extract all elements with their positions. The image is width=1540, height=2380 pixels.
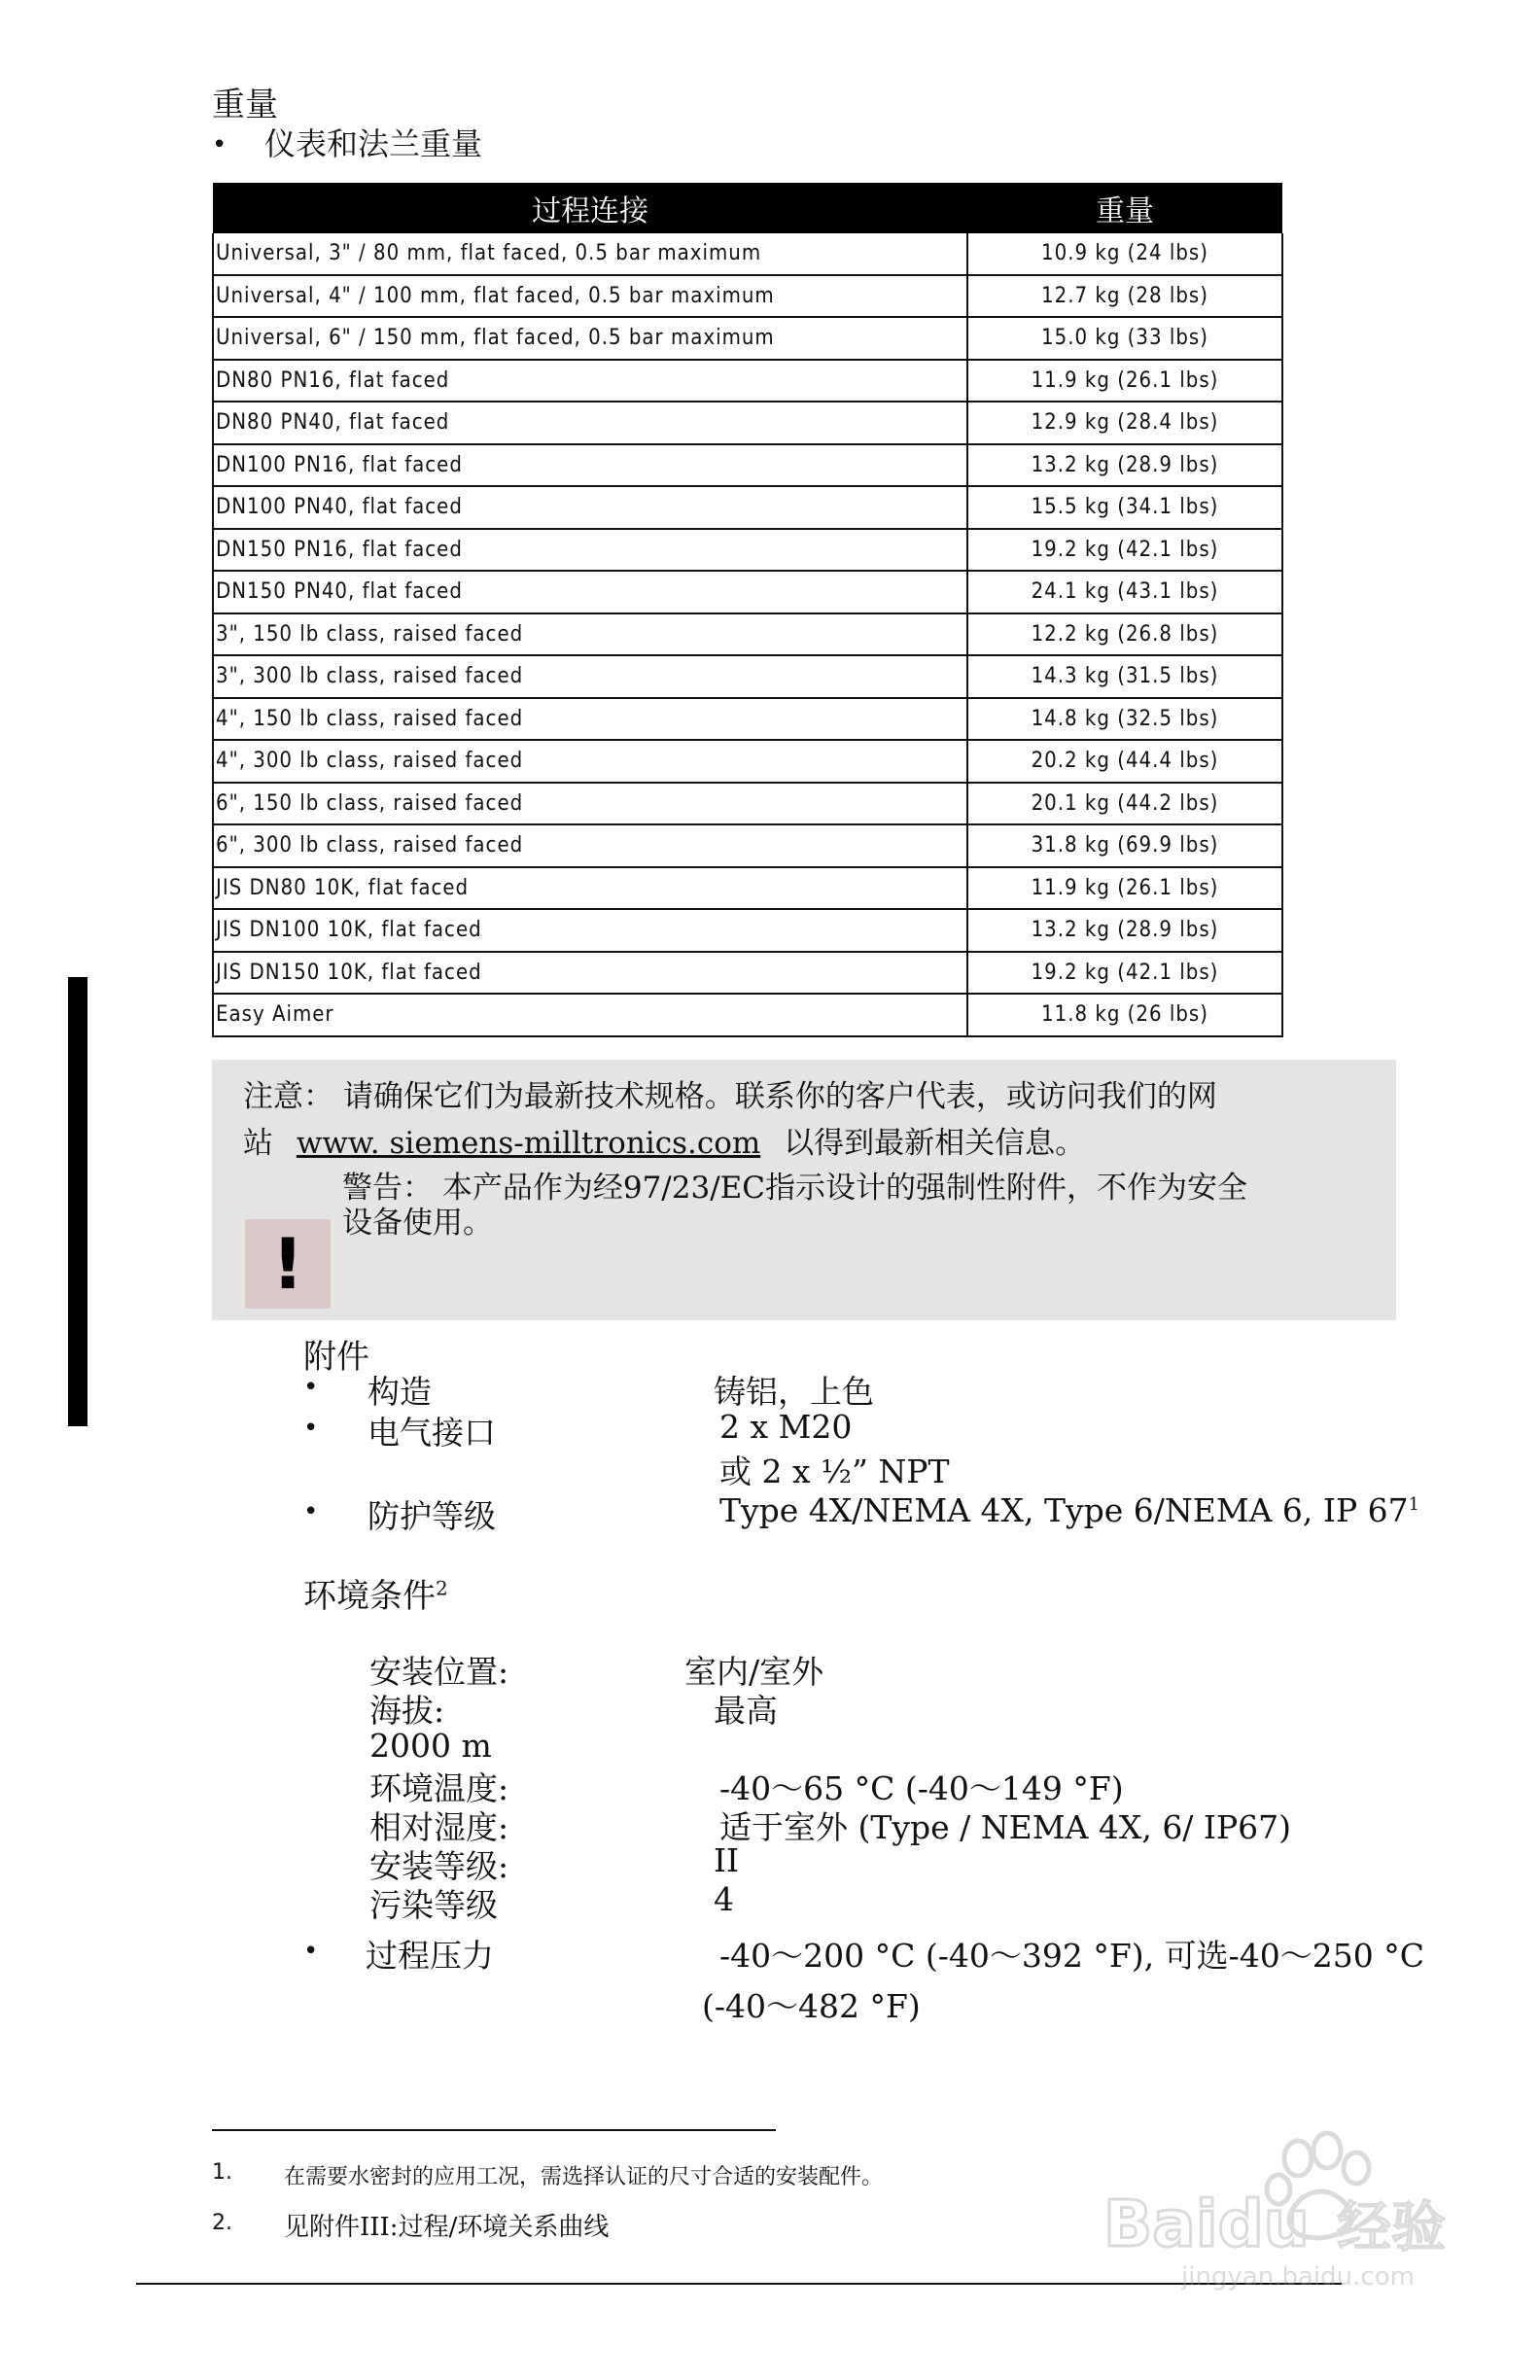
weight-table (212, 183, 1283, 1037)
connection-cell: DN150 PN40, flat faced (213, 571, 967, 613)
env-altitude-value: 2000 m (369, 1727, 492, 1765)
footnote-1-text: 在需要水密封的应用工况，需选择认证的尺寸合适的安装配件。 (284, 2165, 884, 2189)
table-body (213, 233, 1282, 1036)
weight-cell: 31.8 kg (69.9 lbs) (967, 824, 1282, 867)
accessory-label-construction: 构造 (368, 1373, 432, 1411)
connection-cell: DN100 PN16, flat faced (213, 444, 967, 487)
bullet: • (303, 1373, 319, 1402)
table-row (213, 613, 1282, 656)
env-label-location: 安装位置: (369, 1653, 509, 1691)
table-row (213, 909, 1282, 952)
connection-cell: JIS DN150 10K, flat faced (213, 952, 967, 995)
connection-cell: 3", 300 lb class, raised faced (213, 655, 967, 698)
connection-cell: JIS DN100 10K, flat faced (213, 909, 967, 952)
weight-cell: 11.9 kg (26.1 lbs) (967, 867, 1282, 910)
connection-cell: Universal, 6" / 150 mm, flat faced, 0.5 bar maximum (213, 317, 967, 360)
connection-cell: 6", 300 lb class, raised faced (213, 824, 967, 867)
table-row (213, 994, 1282, 1036)
env-label-install: 安装等级: (369, 1847, 509, 1885)
weight-cell: 15.0 kg (33 lbs) (967, 317, 1282, 360)
weight-cell: 14.8 kg (32.5 lbs) (967, 698, 1282, 741)
footnote-1-num: 1. (212, 2160, 232, 2185)
section-heading: 重量 (212, 86, 278, 124)
table-row (213, 867, 1282, 910)
note-line-2 (243, 1124, 1085, 1163)
footnote-separator (212, 2129, 776, 2131)
connection-cell: JIS DN80 10K, flat faced (213, 867, 967, 910)
table-row (213, 783, 1282, 825)
accessory-value-electrical-alt: 或 2 x ½” NPT (719, 1452, 950, 1490)
accessories-title: 附件 (303, 1338, 369, 1377)
weight-cell: 11.8 kg (26 lbs) (967, 994, 1282, 1036)
weight-cell: 13.2 kg (28.9 lbs) (967, 444, 1282, 487)
warning-line-1: 警告： 本产品作为经97/23/EC指示设计的强制性附件，不作为安全 (342, 1171, 1247, 1206)
env-value-humidity: 适于室外 (Type / NEMA 4X, 6/ IP67) (719, 1808, 1292, 1846)
connection-cell: DN80 PN40, flat faced (213, 402, 967, 444)
connection-cell: DN150 PN16, flat faced (213, 529, 967, 572)
footnote-ref-1: 1 (1408, 1494, 1420, 1515)
table-row (213, 740, 1282, 783)
env-label-pollution: 污染等级 (369, 1886, 498, 1924)
connection-cell: DN100 PN40, flat faced (213, 486, 967, 529)
table-row (213, 655, 1282, 698)
accessory-value-protection (719, 1491, 1419, 1529)
footnote-2-num: 2. (212, 2211, 232, 2235)
margin-change-bar (68, 977, 88, 1426)
process-pressure-value: -40～200 °C (-40～392 °F), 可选-40～250 °C (719, 1937, 1424, 1975)
table-header-weight: 重量 (967, 183, 1282, 233)
weight-cell: 11.9 kg (26.1 lbs) (967, 360, 1282, 402)
table-row (213, 824, 1282, 867)
environment-title (303, 1569, 448, 1617)
env-label-humidity: 相对湿度: (369, 1808, 509, 1846)
table-row (213, 360, 1282, 402)
note-line-1: 注意： 请确保它们为最新技术规格。联系你的客户代表，或访问我们的网 (243, 1079, 1217, 1114)
footnote-ref-2: 2 (436, 1576, 448, 1600)
env-value-install: II (714, 1841, 740, 1879)
table-row (213, 233, 1282, 275)
environment-title-text: 环境条件 (303, 1577, 436, 1616)
table-row (213, 571, 1282, 613)
weight-cell: 12.7 kg (28 lbs) (967, 275, 1282, 318)
accessory-label-protection: 防护等级 (368, 1497, 496, 1535)
weight-cell: 13.2 kg (28.9 lbs) (967, 909, 1282, 952)
weight-cell: 19.2 kg (42.1 lbs) (967, 952, 1282, 995)
connection-cell: Universal, 3" / 80 mm, flat faced, 0.5 bar maximum (213, 233, 967, 275)
connection-cell: 3", 150 lb class, raised faced (213, 613, 967, 656)
weight-cell: 10.9 kg (24 lbs) (967, 233, 1282, 275)
env-value-altitude: 最高 (714, 1692, 778, 1730)
table-row (213, 486, 1282, 529)
note-box (212, 1060, 1396, 1320)
note-line-2-prefix: 站 (243, 1126, 273, 1161)
bullet: • (303, 1414, 319, 1443)
weight-cell: 24.1 kg (43.1 lbs) (967, 571, 1282, 613)
accessory-value-electrical: 2 x M20 (719, 1408, 853, 1446)
process-pressure-value-2: (-40～482 °F) (702, 1987, 921, 2025)
weight-cell: 12.9 kg (28.4 lbs) (967, 402, 1282, 444)
subheading: 仪表和法兰重量 (264, 125, 483, 162)
process-pressure-label: 过程压力 (366, 1937, 494, 1975)
table-row (213, 529, 1282, 572)
bullet: • (303, 1497, 319, 1526)
weight-cell: 20.1 kg (44.2 lbs) (967, 783, 1282, 825)
table-row (213, 698, 1282, 741)
footnote-2-text: 见附件III:过程/环境关系曲线 (284, 2213, 610, 2242)
connection-cell: 4", 300 lb class, raised faced (213, 740, 967, 783)
env-value-location: 室内/室外 (684, 1653, 824, 1691)
weight-cell: 20.2 kg (44.4 lbs) (967, 740, 1282, 783)
bullet: • (303, 1937, 319, 1966)
svg-text:Baidu: Baidu (1103, 2187, 1310, 2261)
table-header-connection: 过程连接 (213, 183, 967, 233)
weight-cell: 14.3 kg (31.5 lbs) (967, 655, 1282, 698)
table-header-row (213, 183, 1282, 233)
connection-cell: DN80 PN16, flat faced (213, 360, 967, 402)
env-label-ambient: 环境温度: (369, 1769, 509, 1807)
env-value-ambient: -40～65 °C (-40～149 °F) (719, 1769, 1124, 1807)
svg-text:jingyan.baidu.com: jingyan.baidu.com (1181, 2262, 1415, 2292)
env-label-altitude: 海拔: (369, 1692, 445, 1730)
note-line-2-suffix: 以得到最新相关信息。 (784, 1126, 1086, 1161)
accessory-value-construction: 铸铝，上色 (714, 1373, 874, 1411)
table-row (213, 402, 1282, 444)
website-link[interactable]: www. siemens-milltronics.com (296, 1126, 761, 1161)
weight-cell: 19.2 kg (42.1 lbs) (967, 529, 1282, 572)
connection-cell: 6", 150 lb class, raised faced (213, 783, 967, 825)
table-row (213, 275, 1282, 318)
accessory-label-electrical: 电气接口 (368, 1414, 496, 1452)
table-row (213, 444, 1282, 487)
svg-text:经验: 经验 (1337, 2196, 1446, 2259)
protection-value-text: Type 4X/NEMA 4X, Type 6/NEMA 6, IP 67 (719, 1491, 1409, 1529)
connection-cell: Universal, 4" / 100 mm, flat faced, 0.5 bar maximum (213, 275, 967, 318)
warning-line-2: 设备使用。 (342, 1206, 493, 1241)
weight-cell: 15.5 kg (34.1 lbs) (967, 486, 1282, 529)
subheading-bullet: • (212, 130, 228, 159)
weight-cell: 12.2 kg (26.8 lbs) (967, 613, 1282, 656)
table-row (213, 317, 1282, 360)
env-value-pollution: 4 (714, 1880, 734, 1918)
exclamation-icon: ! (245, 1219, 331, 1309)
table-row (213, 952, 1282, 995)
connection-cell: 4", 150 lb class, raised faced (213, 698, 967, 741)
connection-cell: Easy Aimer (213, 994, 967, 1036)
baidu-watermark-logo (1094, 2129, 1502, 2294)
